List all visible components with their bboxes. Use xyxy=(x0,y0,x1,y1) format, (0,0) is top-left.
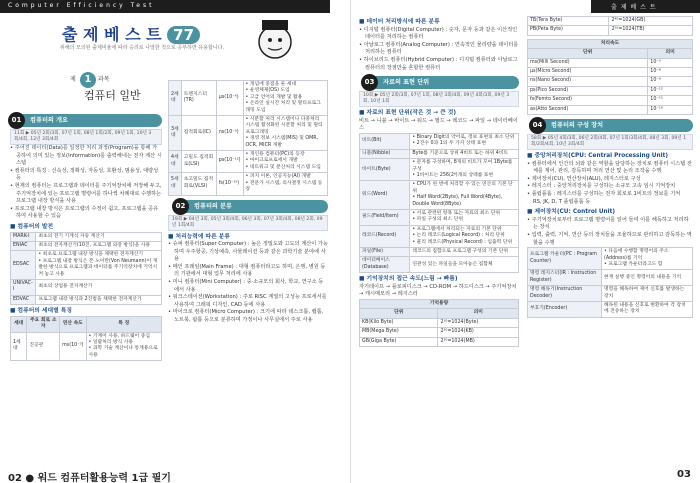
header-text: 출 제 베 스 트 xyxy=(611,4,657,11)
table-cell: ENIAC xyxy=(11,241,36,250)
table-header: 의미 xyxy=(438,309,519,318)
page-number: 03 xyxy=(677,469,691,480)
bullet-item: • 디지털 컴퓨터(Digital Computer) : 숫자, 문자 등과 같은 이산적인 데이터를 처리하는 컴퓨터 xyxy=(359,26,518,41)
table-cell: EDSAC xyxy=(11,251,36,280)
table-header: 단위 xyxy=(528,49,648,58)
bullet-item: • 현재의 컴퓨터는 프로그램과 데이터를 주기억장치에 저장해 두고, 주기억장치에 있는 프로그램 명령어를 하나씩 차례대로 수행하는 프로그램 내장 방식을 사용 xyxy=(10,182,162,205)
table-row xyxy=(528,302,693,318)
table-row xyxy=(528,77,693,86)
table-cell: UNIVAC-I xyxy=(11,279,36,295)
section-01-header xyxy=(10,114,162,127)
table-cell: Byte를 기준으로 상위 4비트 또는 하위 4비트 xyxy=(410,149,519,158)
table-row xyxy=(360,210,519,226)
bullet-item: • 플립플롭 : 레지스터를 구성하는 전자 회로로 1비트의 정보를 기억 xyxy=(527,191,681,198)
table-cell: fs(Femto Second) xyxy=(528,96,648,105)
unit-table xyxy=(359,133,519,273)
subsection-title: ■ 자료의 표현 단위(작은 것 → 큰 것) xyxy=(359,110,519,118)
table-cell: 집적회로(IC) xyxy=(181,116,216,151)
bullet-item: • 제어장치(CU), 연산장치(ALU), 레지스터로 구성 xyxy=(527,175,641,182)
section-tags: 58회 ▶ 05년 4회/3회, 06년 2회/4회, 07년 1회/3회/4회, 08년 3회, 09년 1회/2회/4회, 10년 3회/4회 xyxy=(527,134,693,150)
table-cell: 2³⁰=1024(MB) xyxy=(438,337,519,346)
right-page xyxy=(350,0,700,483)
section-number: 04 xyxy=(529,117,546,134)
table-cell: MARK-I xyxy=(11,232,36,241)
capacity-table-cont xyxy=(527,16,693,36)
table-cell: 10⁻¹² xyxy=(648,86,693,95)
table-cell: GB(Giga Byte) xyxy=(360,337,438,346)
section-title: 컴퓨터의 분류 xyxy=(194,202,233,210)
chapter-unit: 과목 xyxy=(98,76,110,83)
bullet-item: • 아날로그 컴퓨터(Analog Computer) : 연속적인 물리량을 데이터를 처리하는 컴퓨터 xyxy=(359,41,519,56)
table-cell: 워드(Word) xyxy=(360,181,410,210)
chapter-name: 컴퓨터 일반 xyxy=(84,89,141,102)
table-row xyxy=(528,286,693,302)
table-row xyxy=(528,105,693,114)
table-cell: • 개인용 컴퓨터(PC)의 등장 • 마이크로프로세서 개발 • 네트워크 및 분산처리 시스템 도입 xyxy=(243,151,327,173)
table-row xyxy=(360,248,519,257)
subsection-title: ■ 제어장치(CU: Control Unit) xyxy=(527,209,693,217)
chapter-label: 제 xyxy=(70,76,76,83)
table-cell: ps(10⁻¹²) xyxy=(216,151,243,173)
intro-text: 위해의 모의된 출제비율에 따라 승리로 나열한 것으로 공부하면 유용합니다. xyxy=(60,45,225,51)
table-cell: 레코드의 집합으로 프로그램 구성의 기본 단위 xyxy=(410,248,519,257)
table-cell: 진공관 xyxy=(27,332,60,361)
table-cell: • Binary Digit의 약어로, 정보 표현의 최소 단위 • 2진수 0과 1의 두 가지 상태 표현 xyxy=(410,133,519,149)
table-cell: 2²⁰=1024(KB) xyxy=(438,328,519,337)
table-header: 세대 xyxy=(11,316,27,332)
section-title: 컴퓨터의 개요 xyxy=(30,117,69,124)
table-row xyxy=(528,248,693,270)
bullet-item: • 주기억장치로부터 프로그램 명령어를 읽어 들여 이를 해독하고 처리하는 장치 xyxy=(527,216,689,231)
table-row xyxy=(169,81,328,116)
table-row xyxy=(11,241,162,250)
table-cell: • CPU가 한 번에 처리할 수 있는 연산의 기본 단위 • Half Word(2Byte), Full Word(4Byte), Double Word(8Byte) xyxy=(410,181,519,210)
table-row xyxy=(528,58,693,67)
section-04-header xyxy=(531,119,693,132)
table-row xyxy=(169,116,328,151)
table-cell: 해독된 내용을 신호로 변환하여 각 장치에 전송하는 장치 xyxy=(602,302,693,318)
header-text: Computer Efficiency Test xyxy=(8,2,155,9)
right-column-2 xyxy=(527,16,693,318)
bullet-item: • 마이크로 컴퓨터(Micro Computer) : 크기에 따라 데스크톱, 랩톱, 노트북, 팜톱 등으로 분류하며 가정이나 사무실에서 주로 사용 xyxy=(168,309,324,324)
table-cell: EDVAC xyxy=(11,295,36,304)
table-cell: • 기계어 사용, 하드웨어 중심 • 일괄처리 방식 사용 • 과학 기술 계산이나 통계용으로 사용 xyxy=(86,332,161,361)
table-cell: 3세대 xyxy=(169,116,182,151)
subsection-title: ■ 데이터 처리방식에 따른 분류 xyxy=(359,19,519,27)
table-row xyxy=(528,96,693,105)
table-cell: • 문자를 구성하며, 8개의 비트가 모여 1Byte를 구성 • 1바이트는 256(2⁸)개의 상태를 표현 xyxy=(410,159,519,181)
table-cell: 현재 실행 중인 명령어의 내용을 기억 xyxy=(602,270,693,286)
flipflop-types: RS, JK, D, T 플립플롭 등 xyxy=(533,198,591,205)
bullet-item: • 입력, 출력, 기억, 연산 등의 장치들을 조율하므로 관리하고 감독하는 역할을 수행 xyxy=(527,232,692,246)
section-number: 01 xyxy=(8,112,25,129)
table-cell: 최초의 전자계산기(10진, 프로그램 외장 방식)을 사용 xyxy=(36,241,162,250)
table-cell: 최초의 상업용 전자계산기 xyxy=(36,279,162,295)
page-title xyxy=(62,22,200,45)
table-cell: • 시분할 처리 시스템이나 다중처리 시스템 활성화된 시분할 처리 및 멀티프로그래밍 • 경영 정보 시스템(MIS) 및 OMR, OCR, MICR 개발 xyxy=(243,116,327,151)
bullet-item: • 컴퓨터의 특징 : 신속성, 정확성, 자동성, 호환성, 범용성, 대량성 등 xyxy=(10,167,159,182)
gen-table xyxy=(10,316,162,361)
table-cell: 트랜지스터(TR) xyxy=(181,81,216,116)
bullet-item: • 주어진 데이터(Data)를 일정한 처리 과정(Program)을 통해 가공하여 의미 있는 정보(Information)를 출력해내는 전자 계산 시스템 xyxy=(10,145,162,167)
table-cell: μs(10⁻⁶) xyxy=(216,81,243,116)
table-cell: MB(Mega Byte) xyxy=(360,328,438,337)
table-cell: 초고밀도 집적회로(VLSI) xyxy=(181,173,216,195)
header-bar xyxy=(591,0,700,13)
chapter-block xyxy=(70,72,162,110)
table-cell: ms(Milli Second) xyxy=(528,58,648,67)
table-cell: 명령 레지스터(IR : Instruction Register) xyxy=(528,270,602,286)
table-row xyxy=(11,295,162,304)
table-cell: • 서로 관련된 항목 또는 자료의 최소 단위 • 파일 구성의 최소 단위 xyxy=(410,210,519,226)
table-cell: 2⁴⁰=1024(GB) xyxy=(609,17,693,26)
table-cell: ns(10⁻⁹) xyxy=(216,116,243,151)
table-cell: 레코드(Record) xyxy=(360,225,410,247)
mascot-icon xyxy=(250,12,300,62)
table-header: 단위 xyxy=(360,309,438,318)
table-cell: 10⁻⁹ xyxy=(648,77,693,86)
table-cell: • 퍼지 이론, 인공지능(AI) 개발 • 전문가 시스템, 의사결정 시스템 등장 xyxy=(243,173,327,195)
table-row xyxy=(360,181,519,210)
table-header: 처리속도 xyxy=(528,39,693,48)
section-02-header xyxy=(174,200,328,213)
bullet-item: • 슈퍼 컴퓨터(Super Computer) : 높은 정밀도와 고도의 계산이 가능하며 우주항공, 기상예측, 사물레이션 등과 같은 과학기술 분야에 사용 xyxy=(168,241,328,263)
dev-table xyxy=(10,232,162,306)
speed-sequence: 자기테이프 → 플로피디스크 → CD-ROM → 하드디스크 → 주기억장치 → 캐시메모리 → 레지스터 xyxy=(359,283,517,298)
table-cell: fs(10⁻¹⁵) xyxy=(216,173,243,195)
section-03-header xyxy=(363,76,519,89)
title-badge: 77 xyxy=(167,26,200,44)
table-row xyxy=(528,86,693,95)
table-cell: 비트(Bit) xyxy=(360,133,410,149)
table-cell: ps(Pico Second) xyxy=(528,86,648,95)
table-cell: 부호기(Encoder) xyxy=(528,302,602,318)
table-cell: • 프로그램에서 처리되는 자료의 기본 단위 • 논리 레코드(Logical Record) : 처리 단위 • 물리 레코드(Physical Record) : 입출력 단위 xyxy=(410,225,519,247)
section-title: 컴퓨터의 구성 장치 xyxy=(551,122,604,130)
right-column-1 xyxy=(359,16,519,347)
table-cell: 필드(Field/Item) xyxy=(360,210,410,226)
table-cell: 바이트(Byte) xyxy=(360,159,410,181)
subsection-title: ■ 중앙처리장치(CPU: Central Processing Unit) xyxy=(527,153,693,161)
table-cell: 명령을 해독하여 제어 신호를 발생하는 장치 xyxy=(602,286,693,302)
unit-sequence: 비트 → 니블 → 바이트 → 워드 → 필드 → 레코드 → 파일 → 데이터베이스 xyxy=(359,117,518,132)
bullet-item: • 컴퓨터에서 인간의 뇌와 같은 역할을 담당하는 장치로 컴퓨터 시스템 전체를 제어, 관리, 감독하며 처리 연산 및 논리 조작을 수행 xyxy=(527,160,692,175)
table-cell: KB(Kilo Byte) xyxy=(360,318,438,327)
table-row xyxy=(360,133,519,149)
table-cell: • 최초로 프로그램 내장 방식을 채택한 전자계산기 • 프로그램 내장 방식은 폰 노이만(Von Neumann)이 개발한 방식으로 프로그램과 데이터를 주기억장치에 기억시켜 놓고 사용 xyxy=(36,251,162,280)
table-cell: ns(Nano Second) xyxy=(528,77,648,86)
table-cell: 최초의 전기 기계식 자동 계산기 xyxy=(36,232,162,241)
table-cell: 고밀도 집적회로(LSI) xyxy=(181,151,216,173)
chapter-number: 1 xyxy=(80,72,96,88)
table-cell: as(Atto Second) xyxy=(528,105,648,114)
table-cell: 10⁻¹⁵ xyxy=(648,96,693,105)
table-header: 의미 xyxy=(648,49,693,58)
section-number: 02 xyxy=(172,198,189,215)
table-header: 기억용량 xyxy=(360,300,519,309)
table-cell: 데이터베이스(Database) xyxy=(360,257,410,273)
table-row xyxy=(360,257,519,273)
table-row xyxy=(360,159,519,181)
section-tags: 10회 ▶ 05년 2회/3회, 07년 1회, 08년 3회/4회, 09년 4회/3회, 09년 3회, 10년 1회 xyxy=(359,91,519,107)
table-cell: 파일(File) xyxy=(360,248,410,257)
bullet-item: • 프로그램 내장 방식은 프로그램의 수정이 쉽고, 프로그램을 공유하여 사용할 수 있음 xyxy=(10,205,159,220)
table-cell: 2¹⁰=1024(Byte) xyxy=(438,318,519,327)
table-row xyxy=(360,149,519,158)
table-cell: 10⁻⁶ xyxy=(648,68,693,77)
table-cell: 명령 해독기(Instruction Decoder) xyxy=(528,286,602,302)
table-row xyxy=(169,151,328,173)
section-number: 03 xyxy=(361,74,378,91)
footer-text: 02 ● 워드 컴퓨터활용능력 1급 필기 xyxy=(8,473,171,483)
bullet-item: • 미니 컴퓨터(Mini Computer) : 중·소규모의 회사, 학교, 연구소 등에서 사용 xyxy=(168,279,324,293)
section-title: 자료의 표현 단위 xyxy=(383,79,430,87)
table-row xyxy=(11,251,162,280)
table-header: 특 징 xyxy=(86,316,161,332)
gen-table-cont xyxy=(168,80,328,196)
table-cell: μs(Micro Second) xyxy=(528,68,648,77)
table-row xyxy=(528,68,693,77)
table-cell: 4세대 xyxy=(169,151,182,173)
subsection-title: ■ 컴퓨터의 발전 xyxy=(10,224,162,232)
table-row xyxy=(169,173,328,195)
table-header: 주요 회로 소자 xyxy=(27,316,60,332)
table-cell: 니블(Nibble) xyxy=(360,149,410,158)
table-cell: 2세대 xyxy=(169,81,182,116)
speed-table xyxy=(527,39,693,115)
table-row xyxy=(11,279,162,295)
table-cell: 1세대 xyxy=(11,332,27,361)
table-header: 연산 속도 xyxy=(60,316,86,332)
table-cell: 10⁻¹⁸ xyxy=(648,105,693,114)
footer xyxy=(677,469,691,483)
table-cell: 5세대 xyxy=(169,173,182,195)
table-cell: 프로그램 내장 방식과 2진법을 채택한 전자계산기 xyxy=(36,295,162,304)
table-cell: ms(10⁻³) xyxy=(60,332,86,361)
table-row xyxy=(360,225,519,247)
cu-table xyxy=(527,247,693,318)
table-cell: TB(Tera Byte) xyxy=(528,17,609,26)
table-cell: PB(Peta Byte) xyxy=(528,26,609,35)
table-row xyxy=(528,270,693,286)
table-cell: 2⁵⁰=1024(TB) xyxy=(609,26,693,35)
subsection-title: ■ 컴퓨터의 세대별 특징 xyxy=(10,308,162,316)
section-tags: 19회 ▶ 04년 3회, 05년 3회/4회, 06년 3회, 07년 3회/4회, 08년 2회, 09년 1회/4회 xyxy=(168,215,328,231)
bullet-item: • 메인 프레임(Main Frame) : 대형 컴퓨터라고도 하며, 은행, 병원 등의 기관에서 대형 업무 처리에 사용 xyxy=(168,263,326,278)
table-cell: 연관성 있는 파일들을 모아놓은 집합체 xyxy=(410,257,519,273)
table-row xyxy=(11,232,162,241)
subsection-title: ■ 기억장치의 접근 속도(느림 → 빠름) xyxy=(359,276,519,284)
footer xyxy=(8,469,171,483)
table-cell: • 개념에 중점을 둔 세대 • 운영체제(OS) 도입 • 고급 언어의 개발 및 활용 • 온라인 실시간 처리 및 멀티프로그래밍 도입 xyxy=(243,81,327,116)
bullet-item: • 레지스터 : 중앙처리장치를 구성하는 소규모 고속 임시 기억장치 xyxy=(527,183,676,190)
section-tags: 11회 ▶ 05년 2회/3회, 07년 1회, 08년 1회/2회, 09년 1회, 10년 3회/4회, 12년 3회/4회 xyxy=(10,129,162,145)
title-text: 출 제 베 스 트 xyxy=(62,25,162,44)
left-column-2 xyxy=(168,80,328,325)
subsection-title: ■ 처리능력에 따른 분류 xyxy=(168,234,328,242)
bullet-item: • 하이브리드 컴퓨터(Hybrid Computer) : 디지털 컴퓨터와 아날로그 컴퓨터의 장점만을 혼합한 컴퓨터 xyxy=(359,56,518,71)
table-cell: 10⁻³ xyxy=(648,58,693,67)
bullet-item: • 워크스테이션(Workstation) : 주로 RISC 계열의 고성능 프로세서를 사용하여 그래픽 디자인, CAD 등에 사용 xyxy=(168,294,327,308)
table-cell: 프로그램 카운터(PC : Program Counter) xyxy=(528,248,602,270)
left-column-1 xyxy=(10,72,162,361)
capacity-table xyxy=(359,299,519,347)
table-cell: • 다음에 수행할 명령어의 주소(Address)를 기억 • 프로그램 카운터라고도 함 xyxy=(602,248,693,270)
